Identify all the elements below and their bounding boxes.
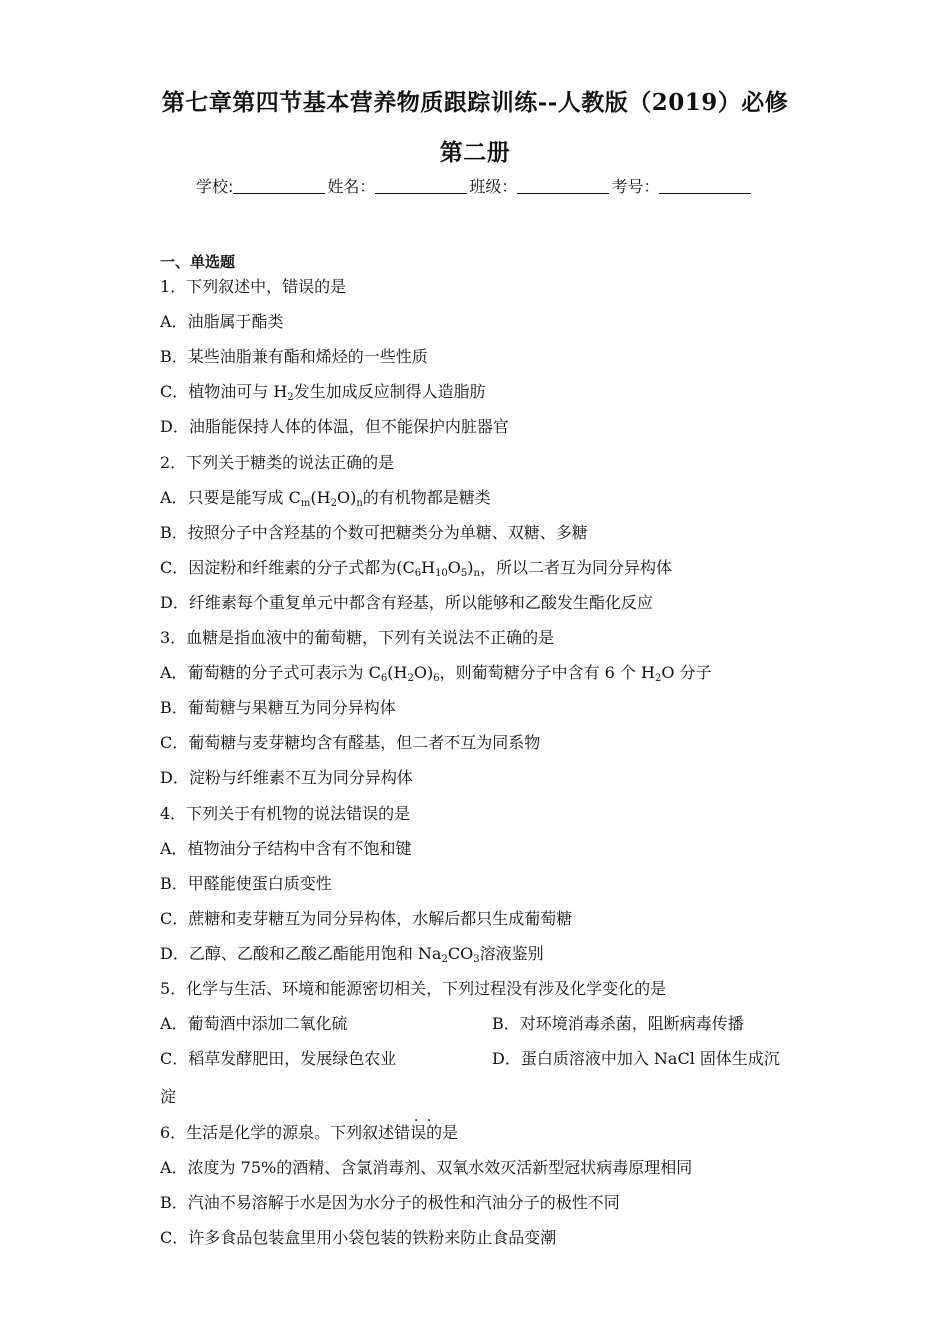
- name-blank[interactable]: [375, 178, 467, 194]
- q1-option-c: C．植物油可与 $H_2$发生加成反应制得人造脂肪: [160, 382, 486, 403]
- q5-option-c: C．稻草发酵肥田，发展绿色农业: [160, 1049, 397, 1068]
- q5-option-d-wrap: 淀: [160, 1087, 177, 1106]
- q1-stem: 1．下列叙述中，错误的是: [160, 277, 347, 296]
- q3-option-b: B．葡萄糖与果糖互为同分异构体: [160, 698, 396, 717]
- number-label: 考号：: [611, 177, 660, 196]
- q3-option-d: D．淀粉与纤维素不互为同分异构体: [160, 768, 413, 787]
- class-label: 班级：: [469, 177, 518, 196]
- q4-option-d: D．乙醇、乙酸和乙酸乙酯能用饱和 $Na_2CO_3$溶液鉴别: [160, 944, 544, 965]
- q3-stem: 3．血糖是指血液中的葡萄糖，下列有关说法不正确的是: [160, 628, 555, 647]
- q4-stem: 4．下列关于有机物的说法错误的是: [160, 804, 411, 823]
- school-blank[interactable]: [233, 178, 325, 194]
- q3-option-a: A．葡萄糖的分子式可表示为 $C_6(H_2O)_6$，则葡萄糖分子中含有 6 个 $H_2O$ 分子: [160, 663, 712, 684]
- q3-option-c: C．葡萄糖与麦芽糖均含有醛基，但二者不互为同系物: [160, 733, 541, 752]
- q6-stem: 6．生活是化学的源泉。下列叙述错误的是: [160, 1123, 459, 1142]
- q4-option-b: B．甲醛能使蛋白质变性: [160, 874, 332, 893]
- school-label: 学校:: [196, 177, 234, 196]
- q2-option-c: C．因淀粉和纤维素的分子式都为$(C_6H_{10}O_5)_n$，所以二者互为同分异构体: [160, 558, 673, 579]
- q2-option-d: D．纤维素每个重复单元中都含有羟基，所以能够和乙酸发生酯化反应: [160, 593, 653, 612]
- q4-option-a: A．植物油分子结构中含有不饱和键: [160, 839, 412, 858]
- q1-option-b: B．某些油脂兼有酯和烯烃的一些性质: [160, 347, 428, 366]
- name-label: 姓名：: [327, 177, 376, 196]
- q5-stem: 5．化学与生活、环境和能源密切相关，下列过程没有涉及化学变化的是: [160, 979, 667, 998]
- q2-option-a: A．只要是能写成 $C_m(H_2O)_n$的有机物都是糖类: [160, 488, 491, 509]
- q6-option-c: C．许多食品包装盒里用小袋包装的铁粉来防止食品变潮: [160, 1228, 557, 1247]
- class-blank[interactable]: [517, 178, 609, 194]
- q5-option-b: B．对环境消毒杀菌，阻断病毒传播: [492, 1014, 744, 1033]
- number-blank[interactable]: [659, 178, 751, 194]
- q5-option-d: D．蛋白质溶液中加入 NaCl 固体生成沉: [492, 1049, 780, 1068]
- q6-option-a: A．浓度为 75%的酒精、含氯消毒剂、双氧水效灭活新型冠状病毒原理相同: [160, 1158, 693, 1177]
- section-title: 一、单选题: [160, 253, 236, 271]
- page-subtitle: 第二册: [439, 139, 511, 166]
- page-title: 第七章第四节基本营养物质跟踪训练--人教版（2019）必修: [161, 89, 789, 116]
- q5-option-a: A．葡萄酒中添加二氧化硫: [160, 1014, 348, 1033]
- q1-option-d: D．油脂能保持人体的体温，但不能保护内脏器官: [160, 417, 509, 436]
- q2-stem: 2．下列关于糖类的说法正确的是: [160, 453, 395, 472]
- emphasis-dots: ．．: [414, 1109, 447, 1125]
- student-info-row: [196, 174, 753, 197]
- q6-option-b: B．汽油不易溶解于水是因为水分子的极性和汽油分子的极性不同: [160, 1193, 620, 1212]
- q2-option-b: B．按照分子中含羟基的个数可把糖类分为单糖、双糖、多糖: [160, 523, 588, 542]
- q1-option-a: A．油脂属于酯类: [160, 312, 284, 331]
- q4-option-c: C．蔗糖和麦芽糖互为同分异构体，水解后都只生成葡萄糖: [160, 909, 573, 928]
